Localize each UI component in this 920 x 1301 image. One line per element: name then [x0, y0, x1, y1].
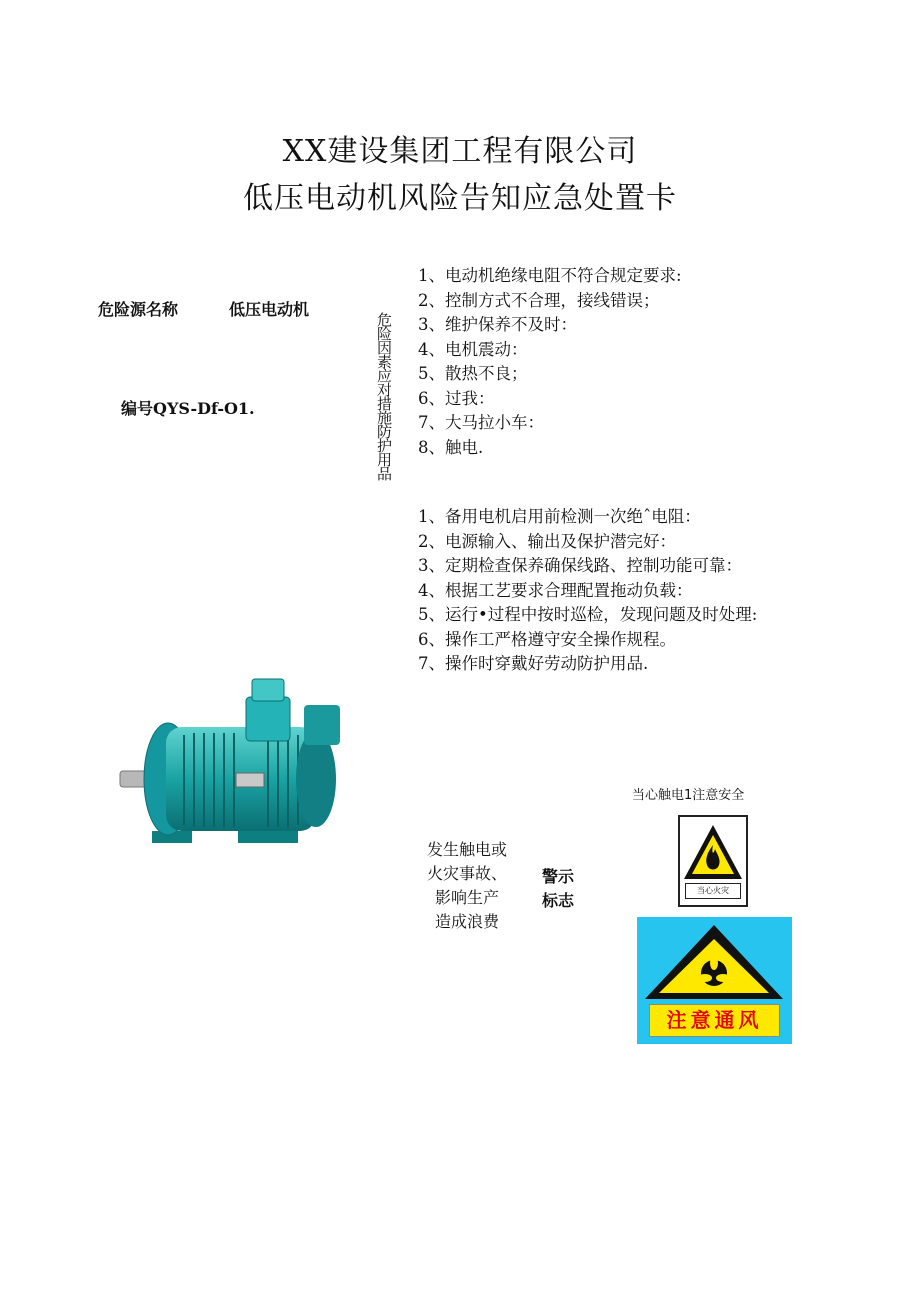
list-item: 2、电源输入、输出及保护潜完好：	[418, 531, 676, 551]
company-title: XX建设集团工程有限公司	[282, 134, 638, 169]
ventilation-sign	[637, 917, 792, 1044]
measure-list	[418, 505, 780, 677]
list-item: 6、操作工严格遵守安全操作规程。	[418, 629, 676, 649]
list-item: 5、运行•过程中按时巡检，发现问题及时处理:	[418, 605, 758, 624]
fire-warning-icon	[680, 821, 746, 885]
hazard-name-label: 危险源名称	[98, 300, 179, 319]
list-item: 2、控制方式不合理，接线错误；	[418, 290, 660, 310]
hazard-name-value: 低压电动机	[229, 300, 310, 319]
list-item: 7、大马拉小车：	[418, 413, 544, 432]
ventilation-fan-icon	[637, 921, 792, 1003]
risk-list	[418, 264, 788, 460]
motor-image	[118, 675, 344, 860]
list-item: 6、过我：	[418, 388, 495, 408]
list-item: 4、根据工艺要求合理配置拖动负载：	[418, 580, 693, 600]
ventilation-sign-text: 注意通风	[649, 1004, 780, 1037]
list-item: 4、电机震动：	[418, 339, 528, 359]
consequence-text: 发生触电或 火灾事故、 影响生产 造成浪费	[426, 840, 507, 931]
hazard-code: 编号QYS-Df-O1.	[121, 399, 255, 418]
side-vertical-label: 危险因素应对措施防护用品	[375, 312, 393, 480]
list-item: 7、操作时穿戴好劳动防护用品.	[418, 654, 649, 673]
list-item: 3、定期检查保养确保线路、控制功能可靠：	[418, 556, 742, 575]
list-item: 3、维护保养不及时：	[418, 315, 577, 334]
fire-warning-sign	[678, 815, 748, 907]
list-item: 5、散热不良；	[418, 364, 528, 383]
warning-label: 警示 标志	[542, 867, 575, 910]
electric-motor-icon	[118, 675, 344, 860]
fire-sign-text: 当心火灾	[685, 883, 741, 899]
list-item: 8、触电.	[418, 437, 484, 457]
card-title: 低压电动机风险告知应急处置卡	[243, 181, 677, 216]
sign-caption: 当心触电1注意安全	[632, 788, 745, 803]
list-item: 1、备用电机启用前检测一次绝ˆ电阻：	[418, 507, 701, 526]
list-item: 1、电动机绝缘电阻不符合规定要求:	[418, 266, 682, 285]
